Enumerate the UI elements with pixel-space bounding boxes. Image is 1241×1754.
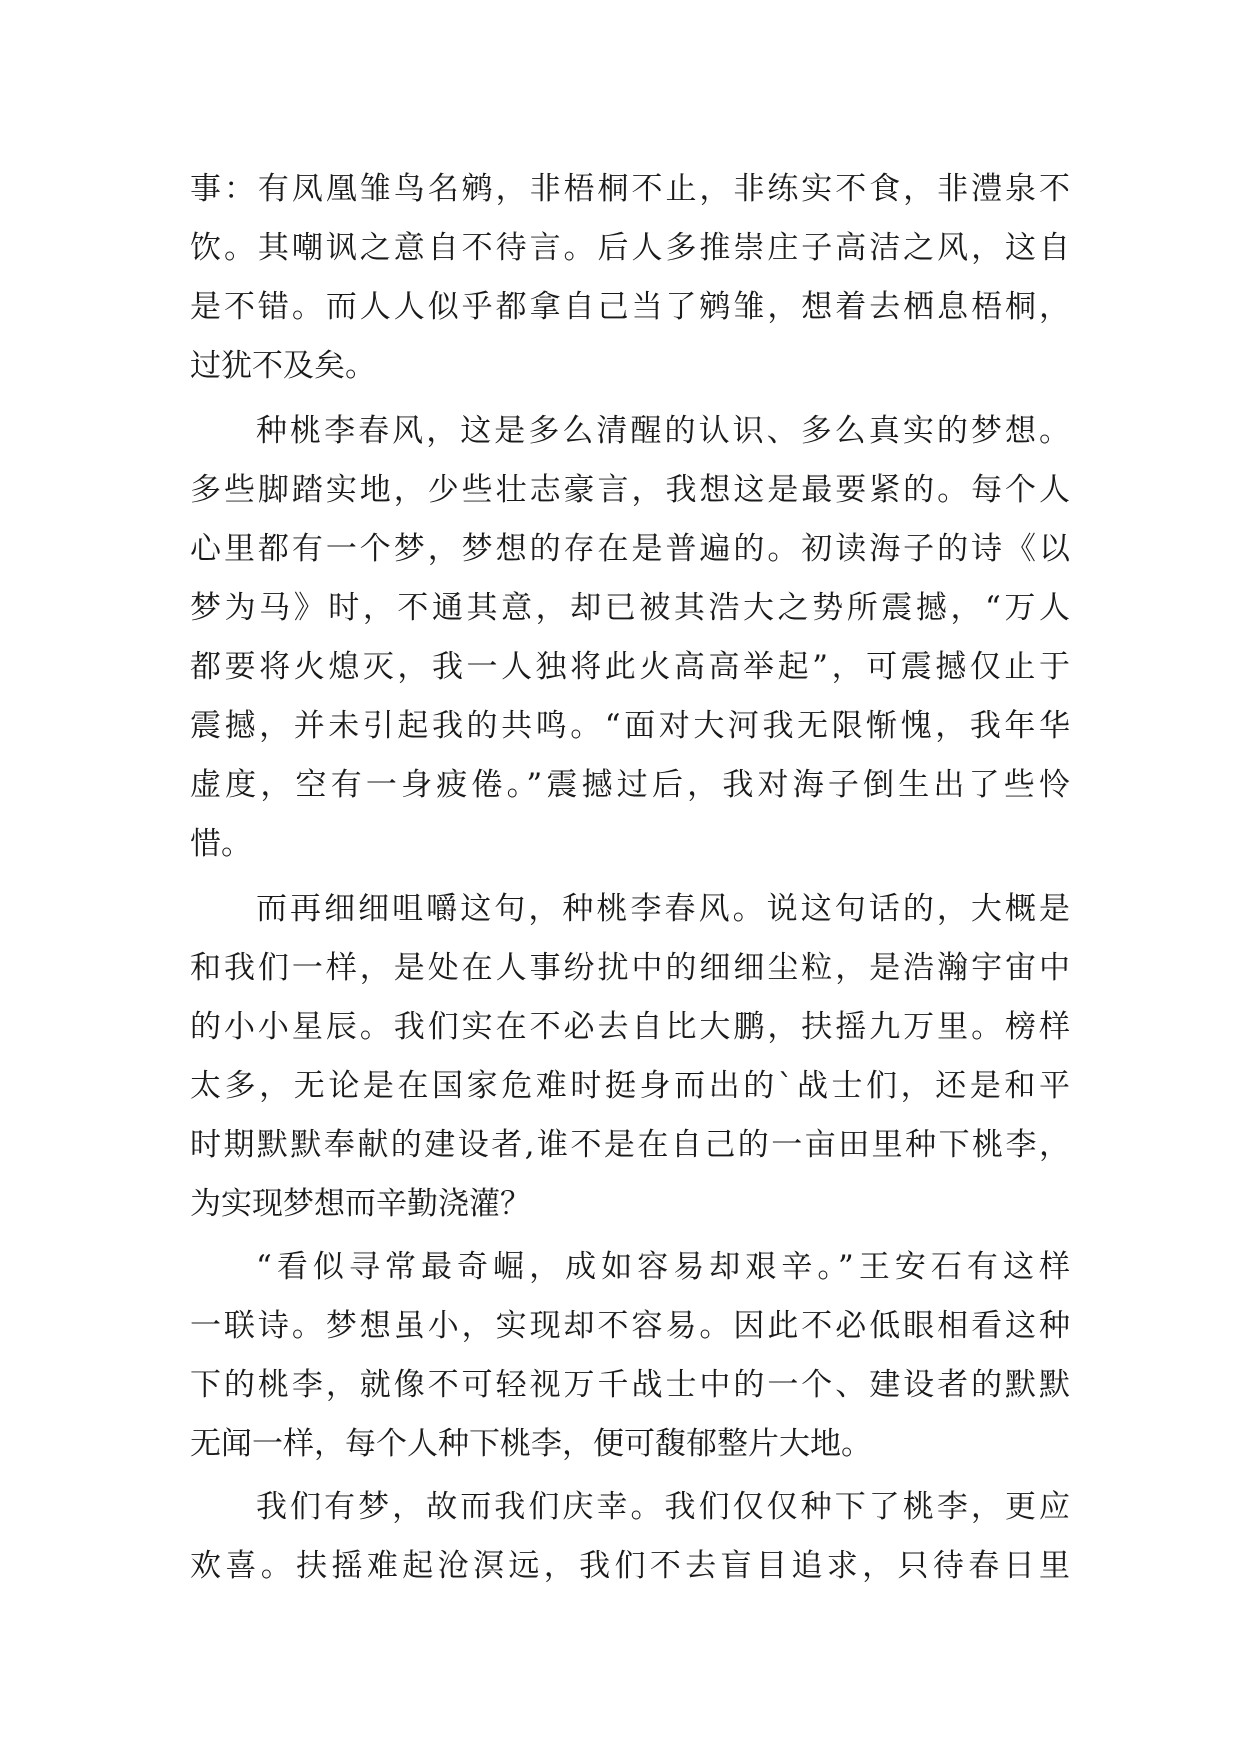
text-line: 种桃李春风，这是多么清醒的认识、多么真实的梦想。 [256, 413, 1070, 449]
paragraph-3 [190, 880, 1070, 1234]
text-line: 无闻一样，每个人种下桃李，便可馥郁整片大地。 [190, 1426, 872, 1462]
text-line: 和我们一样，是处在人事纷扰中的细细尘粒，是浩瀚宇宙中 [190, 950, 1070, 986]
text-line: 虚度，空有一身疲倦。”震撼过后，我对海子倒生出了些怜 [190, 767, 1070, 803]
paragraph-2 [190, 402, 1070, 874]
text-line: 时期默默奉献的建设者,谁不是在自己的一亩田里种下桃李， [190, 1127, 1070, 1163]
text-line: 一联诗。梦想虽小，实现却不容易。因此不必低眼相看这种 [190, 1308, 1070, 1344]
text-line: 是不错。而人人似乎都拿自己当了鹓雏，想着去栖息梧桐， [190, 289, 1070, 325]
text-line: “看似寻常最奇崛，成如容易却艰辛。”王安石有这样 [256, 1249, 1070, 1285]
text-line: 过犹不及矣。 [190, 348, 376, 384]
text-line: 事：有凤凰雏鸟名鹓，非梧桐不止，非练实不食，非澧泉不 [190, 171, 1070, 207]
text-line: 饮。其嘲讽之意自不待言。后人多推崇庄子高洁之风，这自 [190, 230, 1070, 266]
text-line: 下的桃李，就像不可轻视万千战士中的一个、建设者的默默 [190, 1367, 1070, 1403]
paragraph-5 [190, 1478, 1070, 1596]
text-line: 都要将火熄灭，我一人独将此火高高举起”，可震撼仅止于 [190, 649, 1070, 685]
text-line: 梦为马》时，不通其意，却已被其浩大之势所震撼，“万人 [190, 590, 1070, 626]
text-line: 心里都有一个梦，梦想的存在是普遍的。初读海子的诗《以 [190, 531, 1070, 567]
text-line: 而再细细咀嚼这句，种桃李春风。说这句话的，大概是 [256, 891, 1070, 927]
paragraph-4 [190, 1238, 1070, 1474]
text-line: 多些脚踏实地，少些壮志豪言，我想这是最要紧的。每个人 [190, 472, 1070, 508]
text-line: 我们有梦，故而我们庆幸。我们仅仅种下了桃李，更应 [256, 1489, 1070, 1525]
paragraph-1 [190, 160, 1070, 396]
text-line: 的小小星辰。我们实在不必去自比大鹏，扶摇九万里。榜样 [190, 1009, 1070, 1045]
text-line: 太多，无论是在国家危难时挺身而出的`战士们，还是和平 [190, 1068, 1070, 1104]
text-line: 欢喜。扶摇难起沧溟远，我们不去盲目追求，只待春日里 [190, 1548, 1070, 1584]
text-line: 震撼，并未引起我的共鸣。“面对大河我无限惭愧，我年华 [190, 708, 1070, 744]
essay-body [190, 160, 1070, 1596]
text-line: 惜。 [190, 826, 252, 862]
text-line: 为实现梦想而辛勤浇灌？ [190, 1186, 531, 1222]
